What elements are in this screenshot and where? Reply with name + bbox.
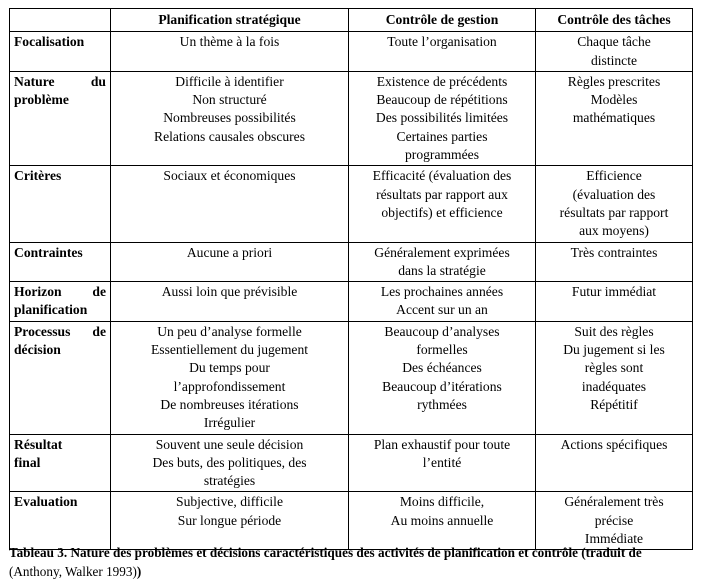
cell-controle-de-gestion — [349, 321, 536, 434]
row-header-line: Contraintes — [14, 244, 83, 260]
cell-line: Des échéances — [402, 360, 482, 376]
cell-line: Beaucoup de répétitions — [376, 92, 508, 108]
cell-line: Moins difficile, — [399, 494, 485, 510]
row-header-line: final — [14, 454, 41, 470]
row-header-cell — [10, 242, 111, 282]
cell-planification-strategique — [111, 321, 349, 434]
cell-line: Toute l’organisation — [387, 34, 497, 50]
cell-line: mathématiques — [572, 110, 656, 126]
cell-planification-strategique — [111, 71, 349, 165]
cell-line: l’entité — [422, 454, 462, 470]
cell-line: précise — [594, 512, 634, 528]
cell-controle-des-taches — [536, 32, 693, 72]
cell-line: Au moins annuelle — [390, 512, 494, 528]
cell-line: Non structuré — [192, 92, 267, 108]
row-header-line: Critères — [14, 168, 62, 184]
cell-controle-de-gestion — [349, 242, 536, 282]
cell-line: Plan exhaustif pour toute — [373, 436, 511, 452]
cell-line: résultats par rapport aux — [376, 186, 508, 202]
row-header-line: décision — [14, 342, 61, 358]
cell-line: Beaucoup d’itérations — [382, 378, 502, 394]
cell-controle-de-gestion — [349, 434, 536, 492]
cell-controle-des-taches — [536, 242, 693, 282]
row-header-cell — [10, 434, 111, 492]
cell-line: résultats par rapport — [559, 204, 669, 220]
cell-line: Les prochaines années — [380, 284, 504, 300]
cell-line: programmées — [405, 147, 479, 163]
table-row — [10, 166, 693, 242]
table-row — [10, 71, 693, 165]
cell-line: dans la stratégie — [398, 262, 486, 278]
row-header-line: Focalisation — [14, 34, 85, 50]
table-row — [10, 32, 693, 72]
cell-line: Beaucoup d’analyses — [384, 323, 500, 339]
cell-controle-des-taches — [536, 282, 693, 322]
cell-line: Très contraintes — [570, 244, 658, 260]
header-corner-cell — [10, 9, 111, 32]
cell-line: De nombreuses itérations — [160, 396, 299, 412]
cell-line: distincte — [590, 52, 638, 68]
cell-planification-strategique — [111, 434, 349, 492]
cell-line: Répétitif — [590, 396, 638, 412]
row-header-line: Horizon de — [14, 284, 106, 300]
cell-line: Un peu d’analyse formelle — [157, 323, 302, 339]
cell-line: Efficacité (évaluation des — [372, 168, 512, 184]
row-header-line: Processus de — [14, 323, 106, 339]
cell-controle-de-gestion — [349, 166, 536, 242]
cell-controle-de-gestion — [349, 32, 536, 72]
cell-line: (évaluation des — [572, 186, 656, 202]
cell-controle-des-taches — [536, 71, 693, 165]
cell-line: Difficile à identifier — [175, 73, 284, 89]
cell-planification-strategique — [111, 242, 349, 282]
row-header-cell — [10, 282, 111, 322]
cell-line: Du jugement si les — [563, 342, 665, 358]
cell-line: Un thème à la fois — [179, 34, 280, 50]
cell-line: aux moyens) — [579, 223, 649, 239]
cell-planification-strategique — [111, 32, 349, 72]
cell-controle-de-gestion — [349, 282, 536, 322]
cell-line: Souvent une seule décision — [155, 436, 304, 452]
cell-controle-de-gestion — [349, 71, 536, 165]
cell-controle-des-taches — [536, 492, 693, 550]
cell-line: Subjective, difficile — [176, 494, 283, 510]
cell-line: formelles — [416, 342, 468, 358]
cell-line: Immédiate — [584, 531, 644, 547]
cell-line: Suit des règles — [574, 323, 654, 339]
cell-line: Généralement exprimées — [374, 244, 510, 260]
comparison-table — [9, 8, 693, 550]
cell-line: Des buts, des politiques, des — [152, 454, 307, 470]
row-header-line: Evaluation — [14, 494, 78, 510]
cell-line: Accent sur un an — [396, 302, 488, 318]
cell-line: Sociaux et économiques — [163, 168, 296, 184]
cell-line: Existence de précédents — [376, 73, 508, 89]
cell-line: objectifs) et efficience — [381, 204, 503, 220]
cell-line: Certaines parties — [396, 128, 488, 144]
row-header-cell — [10, 492, 111, 550]
cell-line: rythmées — [417, 396, 467, 412]
cell-line: stratégies — [203, 473, 256, 489]
cell-line: Règles prescrites — [567, 73, 661, 89]
row-header-line: problème — [14, 92, 69, 108]
cell-line: Sur longue période — [177, 512, 282, 528]
cell-line: Des possibilités limitées — [375, 110, 509, 126]
header-planification-strategique: Planification stratégique — [111, 9, 349, 32]
cell-line: Actions spécifiques — [560, 436, 668, 452]
table-row — [10, 282, 693, 322]
cell-line: Essentiellement du jugement — [150, 342, 309, 358]
row-header-cell — [10, 71, 111, 165]
row-header-cell — [10, 166, 111, 242]
row-header-cell — [10, 321, 111, 434]
cell-line: Généralement très — [564, 494, 664, 510]
caption-end-text: ) — [136, 564, 142, 579]
row-header-cell — [10, 32, 111, 72]
cell-controle-de-gestion — [349, 492, 536, 550]
header-controle-de-gestion: Contrôle de gestion — [349, 9, 536, 32]
cell-line: Nombreuses possibilités — [163, 110, 296, 126]
cell-line: Chaque tâche — [577, 34, 651, 50]
cell-line: Du temps pour — [189, 360, 270, 376]
cell-controle-des-taches — [536, 321, 693, 434]
table-body — [10, 32, 693, 550]
table-caption — [9, 543, 692, 581]
table-header-row — [10, 9, 693, 32]
cell-line: Irrégulier — [203, 415, 256, 431]
caption-bold-text: Tableau 3. Nature des problèmes et décisions caractéristiques des activités de planification et contrôle (traduit de — [9, 545, 642, 560]
row-header-line: Nature du — [14, 73, 106, 89]
row-header-line: Résultat — [14, 436, 63, 452]
table-row — [10, 242, 693, 282]
cell-line: inadéquates — [581, 378, 647, 394]
table-row — [10, 492, 693, 550]
cell-line: l’approfondissement — [173, 378, 286, 394]
cell-line: Aussi loin que prévisible — [161, 284, 298, 300]
header-controle-des-taches: Contrôle des tâches — [536, 9, 693, 32]
caption-source-text: (Anthony, Walker 1993) — [9, 564, 137, 579]
table-row — [10, 434, 693, 492]
cell-planification-strategique — [111, 166, 349, 242]
cell-planification-strategique — [111, 282, 349, 322]
cell-line: Modèles — [590, 92, 638, 108]
cell-line: Aucune a priori — [186, 244, 273, 260]
cell-controle-des-taches — [536, 434, 693, 492]
row-header-line: planification — [14, 302, 88, 318]
cell-line: Futur immédiat — [571, 284, 657, 300]
cell-planification-strategique — [111, 492, 349, 550]
cell-line: Efficience — [586, 168, 642, 184]
cell-line: Relations causales obscures — [154, 128, 305, 144]
table-row — [10, 321, 693, 434]
cell-line: règles sont — [584, 360, 644, 376]
cell-controle-des-taches — [536, 166, 693, 242]
